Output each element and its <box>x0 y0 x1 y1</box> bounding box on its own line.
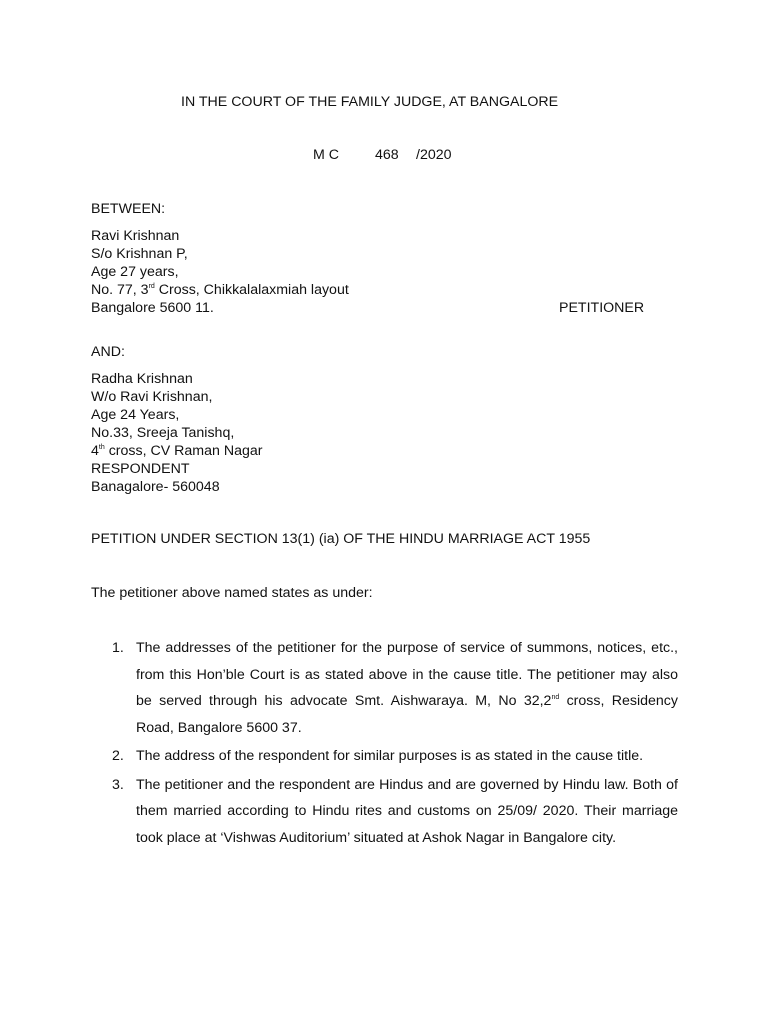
case-year: /2020 <box>416 147 452 163</box>
petitioner-city: Bangalore 5600 11. <box>91 300 214 316</box>
petitioner-age: Age 27 years, <box>91 264 179 280</box>
respondent-address-line2 <box>91 442 409 460</box>
respondent-cross-word: cross, <box>108 443 147 459</box>
petitioner-role: PETITIONER <box>559 300 645 316</box>
intro-text: The petitioner above named states as under: <box>91 585 373 601</box>
respondent-cross <box>91 443 105 459</box>
numbered-paragraphs <box>92 635 678 851</box>
respondent-age: Age 24 Years, <box>91 407 180 423</box>
court-title: IN THE COURT OF THE FAMILY JUDGE, AT BANGALORE <box>181 94 559 110</box>
and-label: AND: <box>91 344 125 360</box>
petitioner-relation: S/o Krishnan P, <box>91 246 188 262</box>
paragraph-1-text-b: cross, Residency Road, Bangalore 5600 37. <box>136 693 678 736</box>
respondent-city: Banagalore- 560048 <box>91 479 220 495</box>
petitioner-block <box>91 227 349 317</box>
paragraph-3-text: The petitioner and the respondent are Hindus and are governed by Hindu law. Both of them married according to Hindu rites and customs on 25/09/ 2020. Their marriage took place at ‘Vishwas Auditorium’ situated at Ashok Nagar in Bangalore city. <box>136 776 678 846</box>
respondent-role: RESPONDENT <box>91 461 190 477</box>
respondent-raman: Raman <box>174 443 220 459</box>
petitioner-address-superscript: rd <box>148 283 155 290</box>
paragraph-1-superscript: nd <box>551 694 560 701</box>
paragraph-2 <box>92 743 678 770</box>
case-type: M C <box>313 147 340 163</box>
paragraph-number: 3. <box>112 776 124 793</box>
petitioner-address <box>91 281 349 299</box>
respondent-relation: W/o Ravi Krishnan, <box>91 389 213 405</box>
petitioner-address-suffix: Cross, Chikkalalaxmiah layout <box>154 282 349 298</box>
paragraph-3 <box>92 772 678 852</box>
respondent-address-line1: No.33, Sreeja Tanishq, <box>91 425 235 441</box>
petition-heading: PETITION UNDER SECTION 13(1) (ia) OF THE HINDU MARRIAGE ACT 1955 <box>91 531 591 547</box>
paragraph-number: 2. <box>112 748 124 764</box>
respondent-block <box>91 370 409 496</box>
case-number: 468 <box>375 147 399 163</box>
petitioner-name: Ravi Krishnan <box>91 228 180 244</box>
respondent-cross-number: 4 <box>91 443 99 459</box>
paragraph-2-text: The address of the respondent for similar purposes is as stated in the cause title. <box>136 748 644 764</box>
paragraph-1 <box>92 635 678 741</box>
paragraph-number: 1. <box>112 640 124 656</box>
respondent-cv: CV <box>150 443 171 459</box>
respondent-cross-superscript: th <box>98 444 105 451</box>
between-label: BETWEEN: <box>91 201 166 217</box>
respondent-name: Radha Krishnan <box>91 371 193 387</box>
respondent-nagar: Nagar <box>223 443 263 459</box>
paragraph-1-text-a: The addresses of the petitioner for the purpose of service of summons, notices, etc., from this Hon’ble Court is as stated above in the cause title. The petitioner may also be served through his advocate Smt. Aishwaraya. M, No 32,2 <box>136 640 678 709</box>
petitioner-address-prefix: No. 77, 3 <box>91 282 149 298</box>
